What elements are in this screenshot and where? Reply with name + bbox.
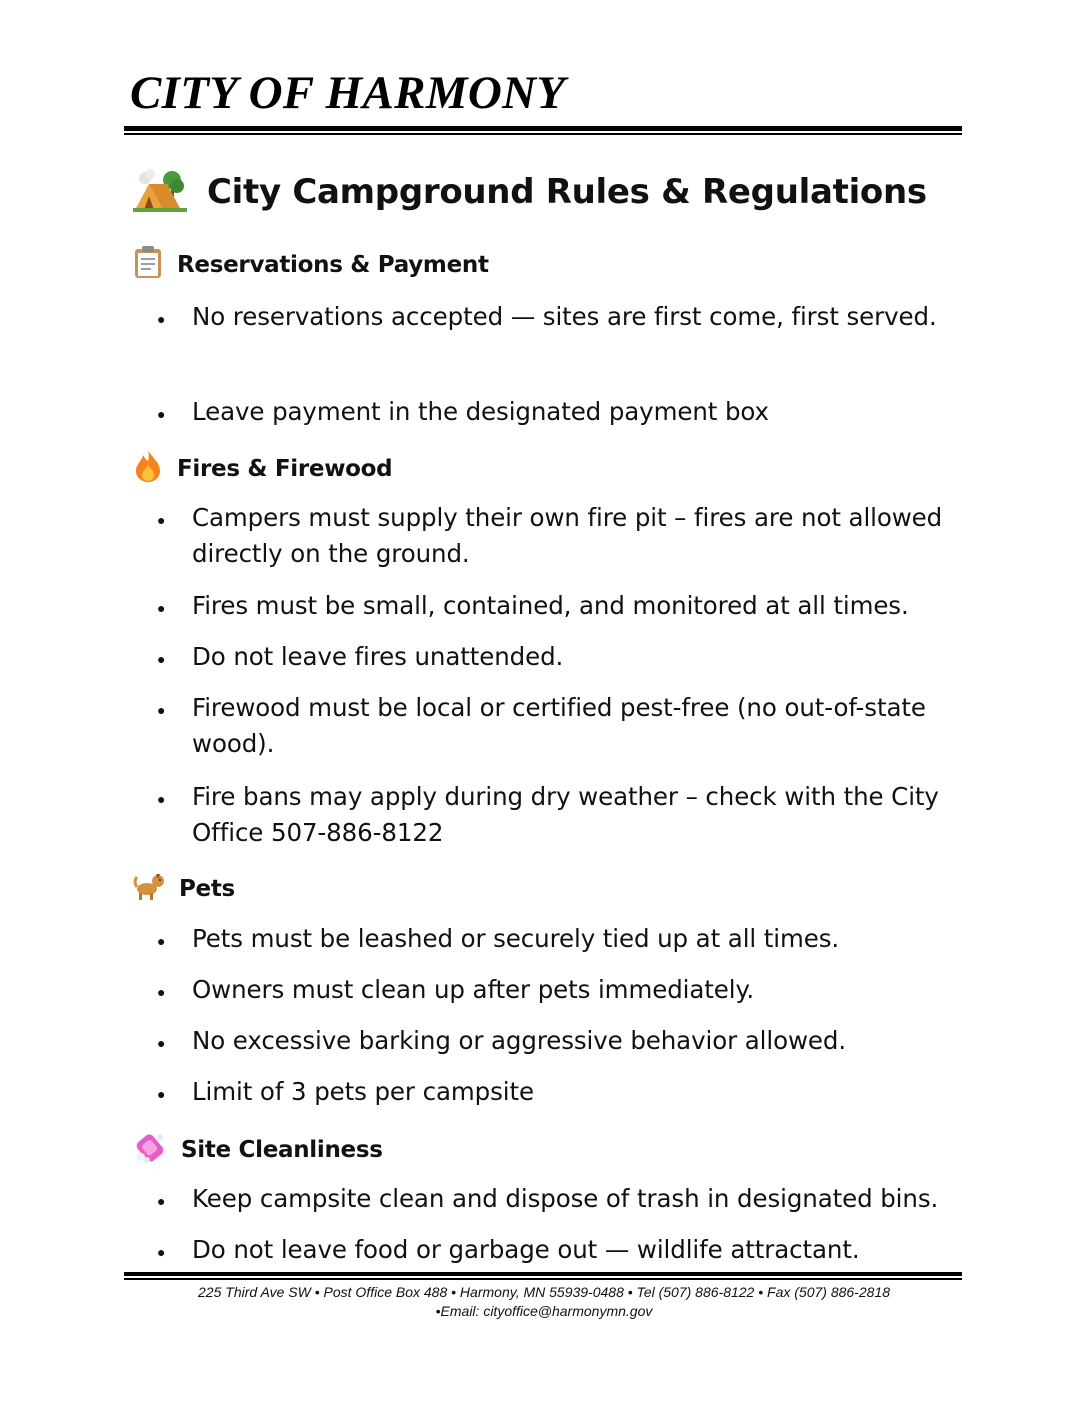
page-title: City Campground Rules & Regulations <box>207 171 927 212</box>
section-heading-text: Reservations & Payment <box>177 251 489 278</box>
footer-address: 225 Third Ave SW • Post Office Box 488 • Harmony, MN 55939-0488 • Tel (507) 886-8122 • Fax (507) 886-2818 <box>198 1284 890 1300</box>
header-rule-thin <box>124 133 962 135</box>
camping-tent-icon <box>133 166 187 217</box>
header-rule-thick <box>124 126 962 131</box>
section-heading-text: Fires & Firewood <box>177 455 393 482</box>
dog-icon <box>133 871 165 906</box>
footer-email: •Email: cityoffice@harmonymn.gov <box>435 1303 653 1319</box>
footer-rule-thin <box>124 1278 962 1280</box>
list-item: ● Leave payment in the designated payment box <box>157 397 769 426</box>
section-heading-text: Pets <box>179 875 235 902</box>
section-heading-cleanliness <box>133 1130 383 1169</box>
list-item: ● Limit of 3 pets per campsite <box>157 1077 534 1106</box>
soap-icon <box>133 1130 167 1169</box>
list-item: ● Owners must clean up after pets immediately. <box>157 975 755 1004</box>
list-item: ● Do not leave fires unattended. <box>157 642 564 671</box>
list-item: ● Do not leave food or garbage out — wildlife attractant. <box>157 1235 860 1264</box>
letterhead-city-name: CITY OF HARMONY <box>130 67 566 119</box>
section-heading-reservations <box>133 245 489 284</box>
section-heading-text: Site Cleanliness <box>181 1136 383 1163</box>
list-item: ● Campers must supply their own fire pit – fires are not allowed directly on the ground. <box>157 503 943 568</box>
section-heading-fires <box>133 449 392 488</box>
list-item: ● No reservations accepted — sites are first come, first served. <box>157 302 937 331</box>
footer-rule-thick <box>124 1272 962 1276</box>
section-heading-pets <box>133 871 235 906</box>
clipboard-icon <box>133 245 163 284</box>
list-item: ● Firewood must be local or certified pest-free (no out-of-state wood). <box>157 693 926 758</box>
list-item: ● Fires must be small, contained, and monitored at all times. <box>157 591 909 620</box>
list-item: ● Fire bans may apply during dry weather – check with the City Office 507-886-8122 <box>157 782 939 847</box>
list-item: ● Keep campsite clean and dispose of trash in designated bins. <box>157 1184 939 1213</box>
document-title <box>133 166 927 217</box>
list-item: ● No excessive barking or aggressive behavior allowed. <box>157 1026 847 1055</box>
list-item: ● Pets must be leashed or securely tied up at all times. <box>157 924 840 953</box>
fire-icon <box>133 449 163 488</box>
